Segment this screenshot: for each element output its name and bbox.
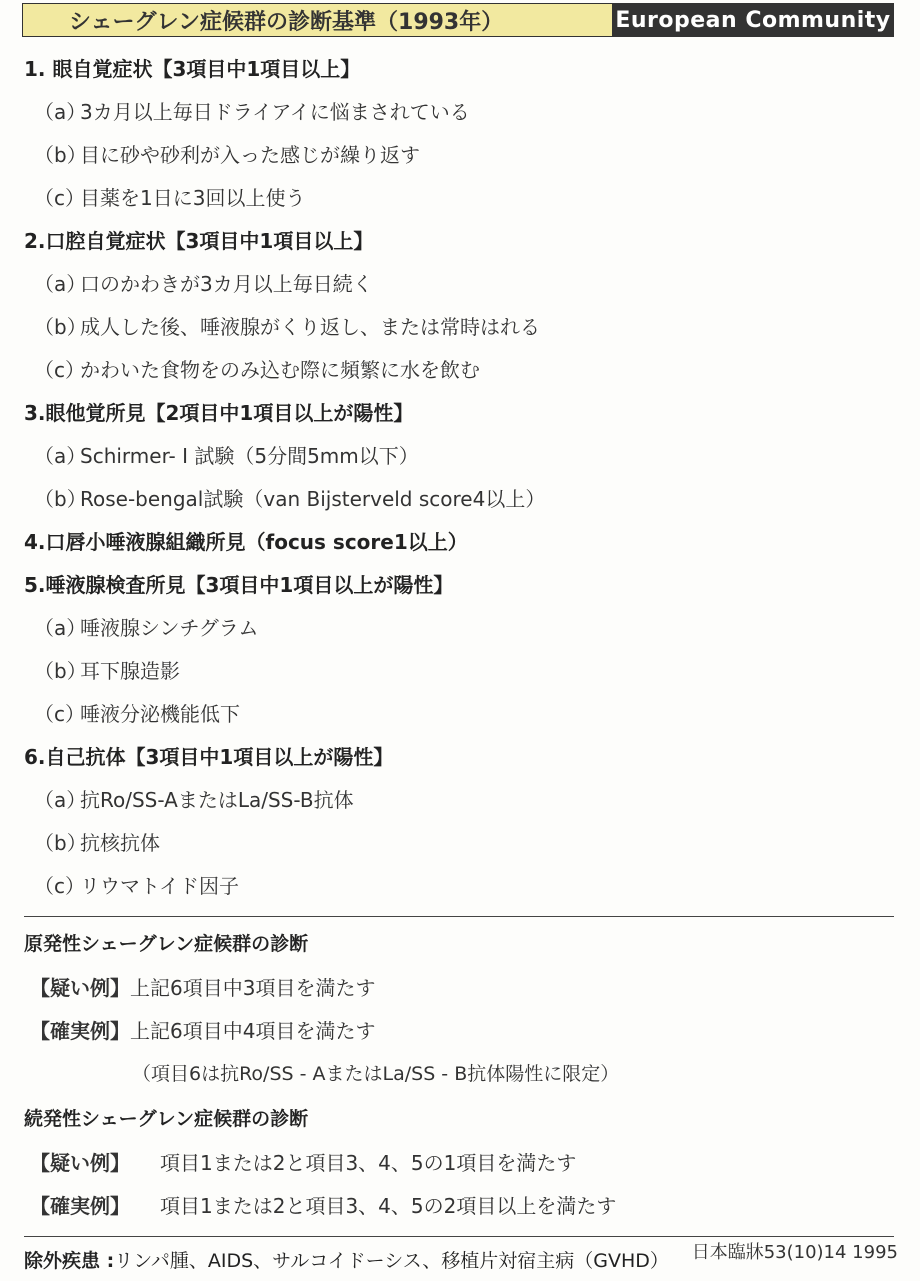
criteria-section — [24, 564, 894, 736]
primary-heading: 原発性シェーグレン症候群の診断 — [24, 933, 309, 955]
item-text: 唾液分泌機能低下 — [80, 702, 240, 726]
item-marker: （b） — [34, 315, 87, 339]
item-text: Rose-bengal試験（van Bijsterveld score4以上） — [80, 487, 546, 511]
item-marker: （c） — [34, 186, 85, 210]
item-text: 3カ月以上毎日ドライアイに悩まされている — [80, 100, 470, 124]
citation: 日本臨牀53(10)14 1995 — [691, 1242, 898, 1263]
item-marker: （b） — [34, 487, 87, 511]
definite-label: 【確実例】 — [30, 1194, 130, 1218]
item-marker: （c） — [34, 358, 85, 382]
criteria-item — [24, 134, 894, 177]
item-text: 抗核抗体 — [80, 831, 160, 855]
item-text: 成人した後、唾液腺がくり返し、または常時はれる — [80, 315, 540, 339]
section-heading: 6.自己抗体【3項目中1項目以上が陽性】 — [24, 745, 394, 769]
suspected-label: 【疑い例】 — [30, 1151, 130, 1175]
section-heading: 5.唾液腺検査所見【3項目中1項目以上が陽性】 — [24, 573, 454, 597]
definite-label: 【確実例】 — [30, 1019, 130, 1043]
secondary-heading: 続発性シェーグレン症候群の診断 — [24, 1108, 309, 1130]
divider — [24, 1236, 894, 1237]
secondary-diagnosis — [24, 1096, 894, 1228]
secondary-suspected-row — [24, 1142, 894, 1185]
definite-text: 上記6項目中4項目を満たす — [130, 1019, 376, 1043]
section-heading: 2.口腔自覚症状【3項目中1項目以上】 — [24, 229, 374, 253]
criteria-item — [24, 607, 894, 650]
criteria-item — [24, 435, 894, 478]
criteria-section — [24, 220, 894, 392]
item-text: 口のかわきが3カ月以上毎日続く — [80, 272, 373, 296]
exclusion-text: リンパ腫、AIDS、サルコイドーシス、移植片対宿主病（GVHD） — [114, 1250, 669, 1272]
item-text: リウマトイド因子 — [80, 874, 239, 898]
criteria-item — [24, 91, 894, 134]
item-marker: （c） — [34, 874, 85, 898]
organization-label: European Community — [613, 4, 893, 36]
criteria-item — [24, 349, 894, 392]
section-heading: 4.口唇小唾液腺組織所見（focus score1以上） — [24, 530, 468, 554]
suspected-label: 【疑い例】 — [30, 976, 130, 1000]
criteria-content — [24, 48, 894, 1281]
header-bar — [22, 3, 894, 37]
item-text: 目薬を1日に3回以上使う — [80, 186, 306, 210]
exclusion-label: 除外疾患 : — [24, 1250, 115, 1272]
suspected-text: 項目1または2と項目3、4、5の1項目を満たす — [160, 1151, 577, 1175]
item-text: 唾液腺シンチグラム — [80, 616, 259, 640]
divider — [24, 916, 894, 917]
item-marker: （a） — [34, 444, 87, 468]
item-text: 耳下腺造影 — [80, 659, 180, 683]
criteria-item — [24, 177, 894, 220]
criteria-item — [24, 865, 894, 908]
definite-text: 項目1または2と項目3、4、5の2項目以上を満たす — [160, 1194, 617, 1218]
item-marker: （a） — [34, 616, 87, 640]
criteria-item — [24, 822, 894, 865]
criteria-item — [24, 478, 894, 521]
section-heading: 1. 眼自覚症状【3項目中1項目以上】 — [24, 57, 361, 81]
criteria-item — [24, 263, 894, 306]
criteria-item — [24, 693, 894, 736]
item-text: 抗Ro/SS-AまたはLa/SS-B抗体 — [80, 788, 354, 812]
item-marker: （b） — [34, 659, 87, 683]
item-marker: （a） — [34, 272, 87, 296]
criteria-sections — [24, 48, 894, 908]
document-title: シェーグレン症候群の診断基準（1993年） — [23, 4, 613, 36]
criteria-item — [24, 306, 894, 349]
item-text: 目に砂や砂利が入った感じが繰り返す — [80, 143, 420, 167]
criteria-item — [24, 650, 894, 693]
item-marker: （b） — [34, 831, 87, 855]
primary-definite-row — [24, 1010, 894, 1053]
criteria-section — [24, 521, 894, 564]
item-marker: （c） — [34, 702, 85, 726]
section-heading: 3.眼他覚所見【2項目中1項目以上が陽性】 — [24, 401, 414, 425]
item-text: かわいた食物をのみ込む際に頻繁に水を飲む — [80, 358, 480, 382]
item-marker: （a） — [34, 100, 87, 124]
criteria-section — [24, 392, 894, 521]
item-text: Schirmer- I 試験（5分間5mm以下） — [80, 444, 419, 468]
criteria-section — [24, 48, 894, 220]
primary-suspected-row — [24, 967, 894, 1010]
criteria-section — [24, 736, 894, 908]
primary-diagnosis — [24, 921, 894, 1096]
suspected-text: 上記6項目中3項目を満たす — [130, 976, 376, 1000]
secondary-definite-row — [24, 1185, 894, 1228]
criteria-item — [24, 779, 894, 822]
item-marker: （b） — [34, 143, 87, 167]
item-marker: （a） — [34, 788, 87, 812]
primary-note: （項目6は抗Ro/SS - AまたはLa/SS - B抗体陽性に限定） — [132, 1063, 620, 1085]
